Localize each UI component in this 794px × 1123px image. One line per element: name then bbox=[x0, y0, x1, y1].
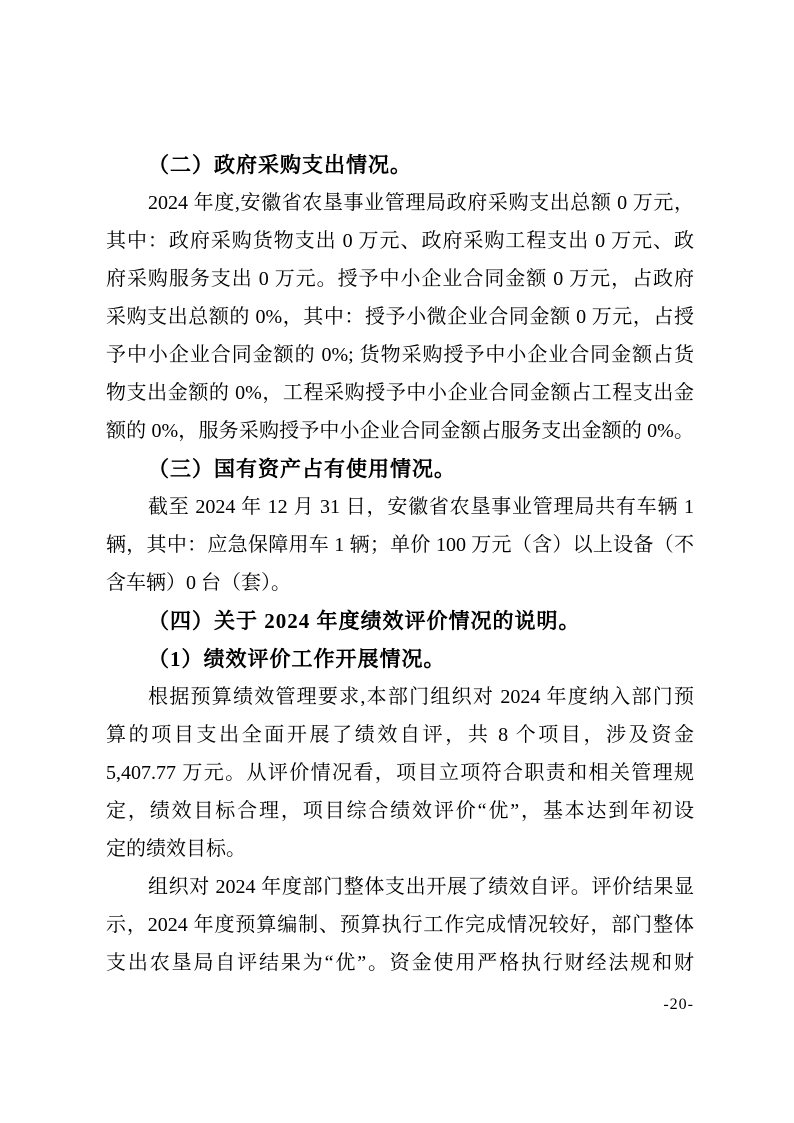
text-line: 截至 2024 年 12 月 31 日，安徽省农垦事业管理局共有车辆 1 bbox=[148, 496, 694, 518]
text-line: 额的 0%，服务采购授予中小企业合同金额占服务支出金额的 0%。 bbox=[106, 420, 694, 442]
section-heading: （三）国有资产占有使用情况。 bbox=[148, 457, 456, 481]
text-line: 定的绩效目标。 bbox=[106, 838, 246, 860]
page-number: -20- bbox=[663, 996, 694, 1013]
text-line: 辆，其中：应急保障用车 1 辆；单价 100 万元（含）以上设备（不 bbox=[106, 534, 694, 556]
text-line: 予中小企业合同金额的 0%; 货物采购授予中小企业合同金额占货 bbox=[106, 344, 694, 366]
section-heading: （二）政府采购支出情况。 bbox=[148, 153, 412, 177]
text-line: 支出农垦局自评结果为“优”。资金使用严格执行财经法规和财 bbox=[106, 952, 694, 974]
text-line: 物支出金额的 0%，工程采购授予中小企业合同金额占工程支出金 bbox=[106, 382, 694, 404]
text-line: 2024 年度,安徽省农垦事业管理局政府采购支出总额 0 万元， bbox=[148, 192, 694, 214]
text-line: 根据预算绩效管理要求,本部门组织对 2024 年度纳入部门预 bbox=[148, 686, 694, 708]
text-line: 定，绩效目标合理，项目综合绩效评价“优”，基本达到年初设 bbox=[106, 800, 694, 822]
text-line: 算的项目支出全面开展了绩效自评，共 8 个项目，涉及资金 bbox=[106, 724, 694, 746]
text-line: 府采购服务支出 0 万元。授予中小企业合同金额 0 万元，占政府 bbox=[106, 268, 694, 290]
text-line: 示，2024 年度预算编制、预算执行工作完成情况较好，部门整体 bbox=[106, 914, 694, 936]
text-line: 含车辆）0 台（套）。 bbox=[106, 572, 291, 594]
section-heading: （1）绩效评价工作开展情况。 bbox=[148, 647, 446, 671]
section-heading: （四）关于 2024 年度绩效评价情况的说明。 bbox=[148, 609, 581, 633]
text-line: 5,407.77 万元。从评价情况看，项目立项符合职责和相关管理规 bbox=[106, 762, 694, 784]
text-line: 组织对 2024 年度部门整体支出开展了绩效自评。评价结果显 bbox=[148, 876, 694, 898]
text-line: 采购支出总额的 0%，其中：授予小微企业合同金额 0 万元，占授 bbox=[106, 306, 694, 328]
text-line: 其中：政府采购货物支出 0 万元、政府采购工程支出 0 万元、政 bbox=[106, 230, 694, 252]
document-body bbox=[106, 146, 694, 982]
